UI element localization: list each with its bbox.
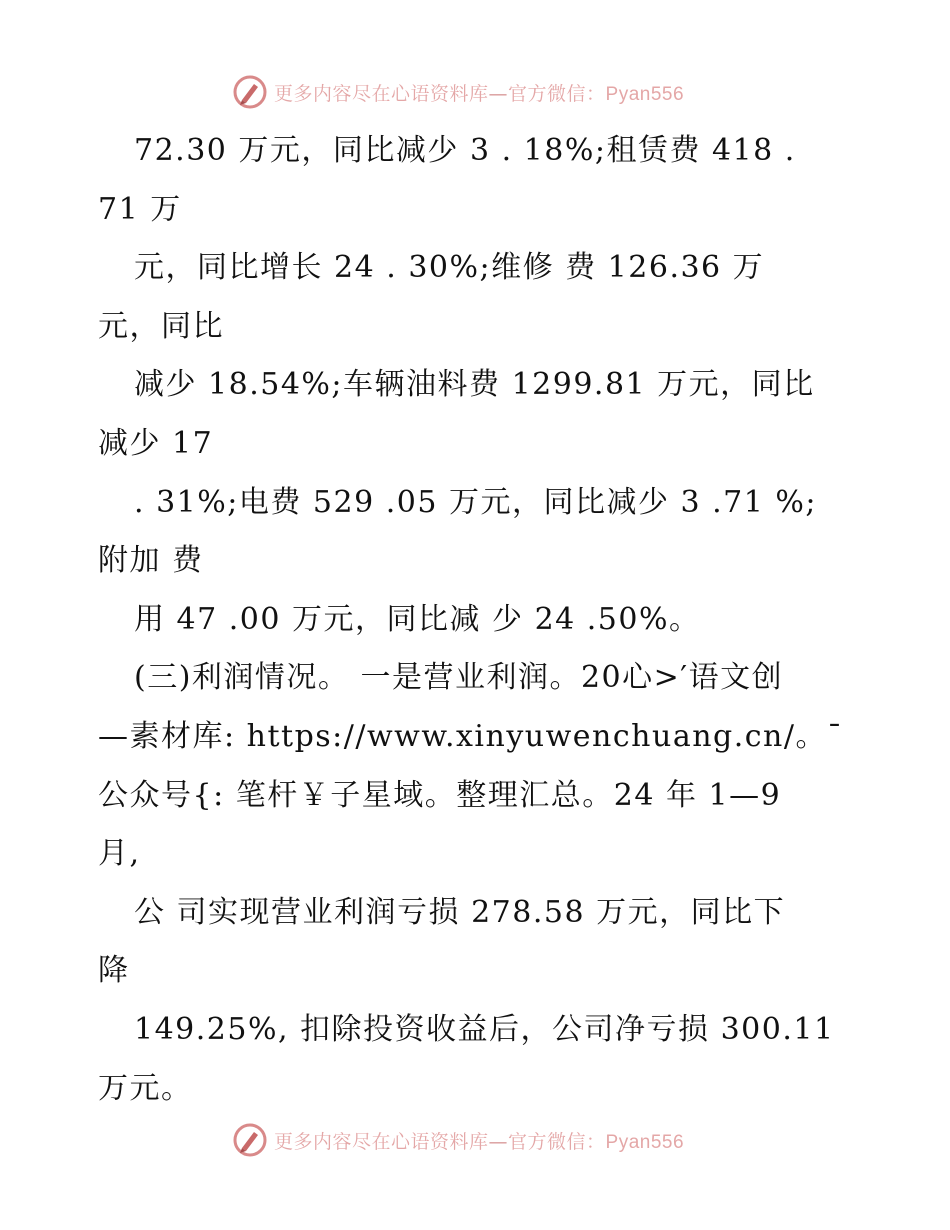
pen-logo-icon (232, 74, 268, 110)
watermark-text: 更多内容尽在心语资料库—官方微信：Pyan556 (274, 82, 685, 105)
text-line: 用 47 .00 万元，同比减 少 24 .50%。 (134, 601, 701, 637)
text-line: 降 (98, 953, 130, 989)
text-line: 元，同比增长 24 . 30%;维修 费 126.36 万 (134, 250, 765, 286)
text-line: 月, (98, 836, 141, 872)
text-line: 71 万 (98, 191, 182, 227)
watermark-header (232, 72, 684, 112)
pen-logo-icon (232, 1122, 268, 1158)
watermark-text: 更多内容尽在心语资料库—官方微信：Pyan556 (274, 1130, 685, 1153)
text-line: 公 司实现营业利润亏损 278.58 万元，同比下 (134, 894, 786, 930)
text-line: 减少 17 (98, 425, 214, 461)
text-line: . 31%;电费 529 .05 万元，同比减少 3 .71 %; (134, 484, 817, 520)
text-line: 元，同比 (98, 308, 224, 344)
text-line: 72.30 万元，同比减少 3 . 18%;租赁费 418 . (134, 133, 796, 168)
text-line: 万元。 (98, 1070, 193, 1106)
document-body (98, 122, 858, 1118)
watermark-footer (232, 1120, 684, 1160)
text-line: 附加 费 (98, 543, 204, 579)
text-line: 减少 18.54%;车辆油料费 1299.81 万元，同比 (134, 367, 815, 403)
text-line: (三)利润情况。 一是营业利润。20心>′语文创 (134, 660, 784, 696)
text-line: —素材库: https://www.xinyuwenchuang.cn/。¯ (98, 718, 844, 754)
text-line: 149.25%, 扣除投资收益后，公司净亏损 300.11 (134, 1011, 835, 1047)
text-line: 公众号{: 笔杆￥子星域。整理汇总。24 年 1—9 (98, 777, 782, 813)
